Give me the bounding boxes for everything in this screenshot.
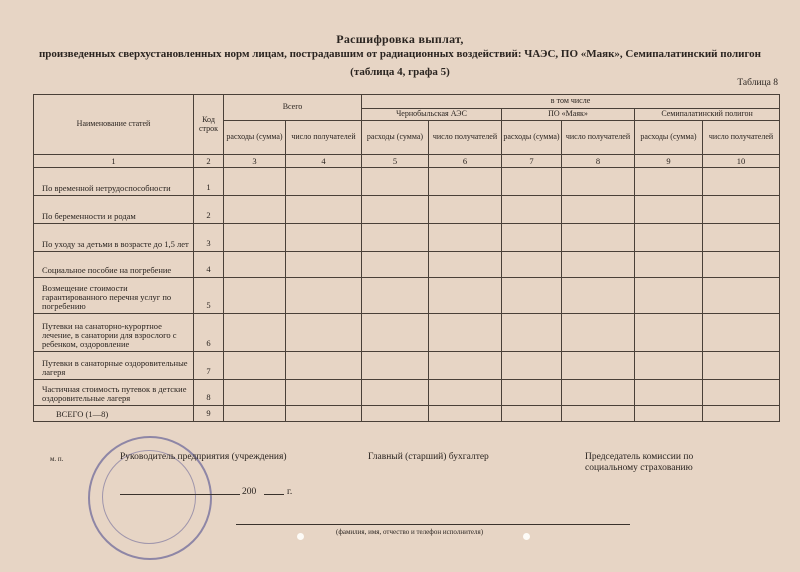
row-name: Путевки в санаторные оздоровительные лагеря [34, 352, 194, 380]
year-suffix: г. [287, 487, 293, 497]
data-cell[interactable] [562, 352, 635, 380]
data-cell[interactable] [635, 380, 703, 406]
data-cell[interactable] [429, 314, 502, 352]
mp-label: м. п. [50, 455, 64, 463]
data-cell[interactable] [286, 196, 362, 224]
table-row [34, 252, 780, 278]
header-name: Наименование статей [34, 95, 194, 155]
data-cell[interactable] [362, 406, 429, 422]
data-cell[interactable] [362, 352, 429, 380]
row-code: 6 [194, 314, 224, 352]
table-row [34, 278, 780, 314]
data-cell[interactable] [502, 406, 562, 422]
column-number: 2 [194, 155, 224, 168]
header-expenses: расходы (сумма) [224, 121, 286, 155]
data-cell[interactable] [224, 196, 286, 224]
data-cell[interactable] [635, 314, 703, 352]
data-cell[interactable] [703, 406, 780, 422]
header-code: Код строк [194, 95, 224, 155]
document-subtitle: произведенных сверхустановленных норм лицам, пострадавшим от радиационных воздействий: ЧАЭС, ПО «Маяк», Семипалатинский полигон [38, 48, 762, 60]
data-cell[interactable] [224, 168, 286, 196]
header-mayak: ПО «Маяк» [502, 109, 635, 121]
data-cell[interactable] [635, 252, 703, 278]
data-cell[interactable] [362, 252, 429, 278]
row-name: Частичная стоимость путевок в детские оздоровительные лагеря [34, 380, 194, 406]
row-code: 4 [194, 252, 224, 278]
data-cell[interactable] [429, 168, 502, 196]
data-cell[interactable] [635, 278, 703, 314]
table-row [34, 224, 780, 252]
year-label: 200 [242, 487, 257, 497]
data-cell[interactable] [703, 314, 780, 352]
data-cell[interactable] [562, 278, 635, 314]
data-cell[interactable] [224, 406, 286, 422]
row-code: 1 [194, 168, 224, 196]
data-cell[interactable] [703, 380, 780, 406]
header-recipients: число получателей [286, 121, 362, 155]
table-row [34, 168, 780, 196]
data-cell[interactable] [362, 314, 429, 352]
data-cell[interactable] [224, 224, 286, 252]
column-numbers-row [34, 155, 780, 168]
data-cell[interactable] [502, 196, 562, 224]
data-cell[interactable] [362, 196, 429, 224]
row-code: 3 [194, 224, 224, 252]
date-line [120, 494, 240, 495]
header-recipients: число получателей [429, 121, 502, 155]
column-number: 6 [429, 155, 502, 168]
data-cell[interactable] [286, 406, 362, 422]
data-cell[interactable] [286, 278, 362, 314]
row-code: 2 [194, 196, 224, 224]
table-row [34, 196, 780, 224]
row-name: Социальное пособие на погребение [34, 252, 194, 278]
head-signature-label: Руководитель предприятия (учреждения) [120, 452, 287, 462]
row-name: По временной нетрудоспособности [34, 168, 194, 196]
table-row [34, 352, 780, 380]
header-expenses: расходы (сумма) [635, 121, 703, 155]
column-number: 1 [34, 155, 194, 168]
header-recipients: число получателей [562, 121, 635, 155]
data-cell[interactable] [429, 406, 502, 422]
data-cell[interactable] [562, 406, 635, 422]
data-cell[interactable] [635, 352, 703, 380]
data-cell[interactable] [562, 168, 635, 196]
data-cell[interactable] [362, 224, 429, 252]
executor-caption: (фамилия, имя, отчество и телефон исполнителя) [336, 528, 484, 536]
document-title: Расшифровка выплат, [336, 32, 464, 46]
row-code: 7 [194, 352, 224, 380]
data-cell[interactable] [562, 252, 635, 278]
row-name: Путевки на санаторно-курортное лечение, в санатории для взрослого с ребенком, оздоровление [34, 314, 194, 352]
column-number: 4 [286, 155, 362, 168]
data-cell[interactable] [224, 314, 286, 352]
data-cell[interactable] [429, 380, 502, 406]
data-cell[interactable] [224, 278, 286, 314]
column-number: 8 [562, 155, 635, 168]
punch-hole [523, 533, 530, 540]
data-cell[interactable] [286, 314, 362, 352]
column-number: 5 [362, 155, 429, 168]
table-number: Таблица 8 [737, 78, 778, 88]
data-cell[interactable] [286, 224, 362, 252]
table-row [34, 314, 780, 352]
row-name: По беременности и родам [34, 196, 194, 224]
data-cell[interactable] [224, 380, 286, 406]
column-number: 10 [703, 155, 780, 168]
row-name: ВСЕГО (1—8) [34, 406, 194, 422]
column-number: 7 [502, 155, 562, 168]
data-cell[interactable] [502, 168, 562, 196]
data-cell[interactable] [562, 380, 635, 406]
header-expenses: расходы (сумма) [362, 121, 429, 155]
year-line [264, 494, 284, 495]
header-chaes: Чернобыльская АЭС [362, 109, 502, 121]
table-row [34, 380, 780, 406]
column-number: 3 [224, 155, 286, 168]
data-cell[interactable] [224, 252, 286, 278]
header-recipients: число получателей [703, 121, 780, 155]
data-cell[interactable] [635, 196, 703, 224]
row-name: Возмещение стоимости гарантированного перечня услуг по погребению [34, 278, 194, 314]
data-cell[interactable] [429, 252, 502, 278]
data-cell[interactable] [286, 252, 362, 278]
data-cell[interactable] [562, 224, 635, 252]
row-name: По уходу за детьми в возрасте до 1,5 лет [34, 224, 194, 252]
seal-stamp-inner [102, 450, 196, 544]
data-cell[interactable] [635, 224, 703, 252]
data-cell[interactable] [635, 406, 703, 422]
data-cell[interactable] [362, 168, 429, 196]
header-including: в том числе [362, 95, 780, 109]
column-number: 9 [635, 155, 703, 168]
data-cell[interactable] [286, 380, 362, 406]
data-cell[interactable] [502, 380, 562, 406]
row-code: 5 [194, 278, 224, 314]
data-cell[interactable] [362, 380, 429, 406]
executor-line [236, 524, 630, 525]
data-cell[interactable] [286, 352, 362, 380]
data-cell[interactable] [362, 278, 429, 314]
data-cell[interactable] [635, 168, 703, 196]
header-semipalatinsk: Семипалатинский полигон [635, 109, 780, 121]
data-cell[interactable] [703, 168, 780, 196]
row-code: 9 [194, 406, 224, 422]
punch-hole [297, 533, 304, 540]
header-total: Всего [224, 95, 362, 121]
data-cell[interactable] [502, 314, 562, 352]
data-cell[interactable] [429, 278, 502, 314]
data-cell[interactable] [429, 196, 502, 224]
data-cell[interactable] [703, 224, 780, 252]
row-code: 8 [194, 380, 224, 406]
data-cell[interactable] [429, 224, 502, 252]
data-cell[interactable] [703, 252, 780, 278]
chairman-signature-label: Председатель комиссии по социальному страхованию [585, 452, 694, 473]
data-cell[interactable] [429, 352, 502, 380]
header-expenses: расходы (сумма) [502, 121, 562, 155]
data-cell[interactable] [224, 352, 286, 380]
data-cell[interactable] [562, 196, 635, 224]
document-subtitle-reference: (таблица 4, графа 5) [350, 66, 450, 78]
data-cell[interactable] [502, 278, 562, 314]
data-cell[interactable] [703, 352, 780, 380]
payments-table [33, 94, 780, 422]
data-cell[interactable] [502, 224, 562, 252]
table-row-total [34, 406, 780, 422]
data-cell[interactable] [286, 168, 362, 196]
data-cell[interactable] [502, 252, 562, 278]
data-cell[interactable] [703, 196, 780, 224]
data-cell[interactable] [703, 278, 780, 314]
data-cell[interactable] [502, 352, 562, 380]
data-cell[interactable] [562, 314, 635, 352]
accountant-signature-label: Главный (старший) бухгалтер [368, 452, 489, 462]
